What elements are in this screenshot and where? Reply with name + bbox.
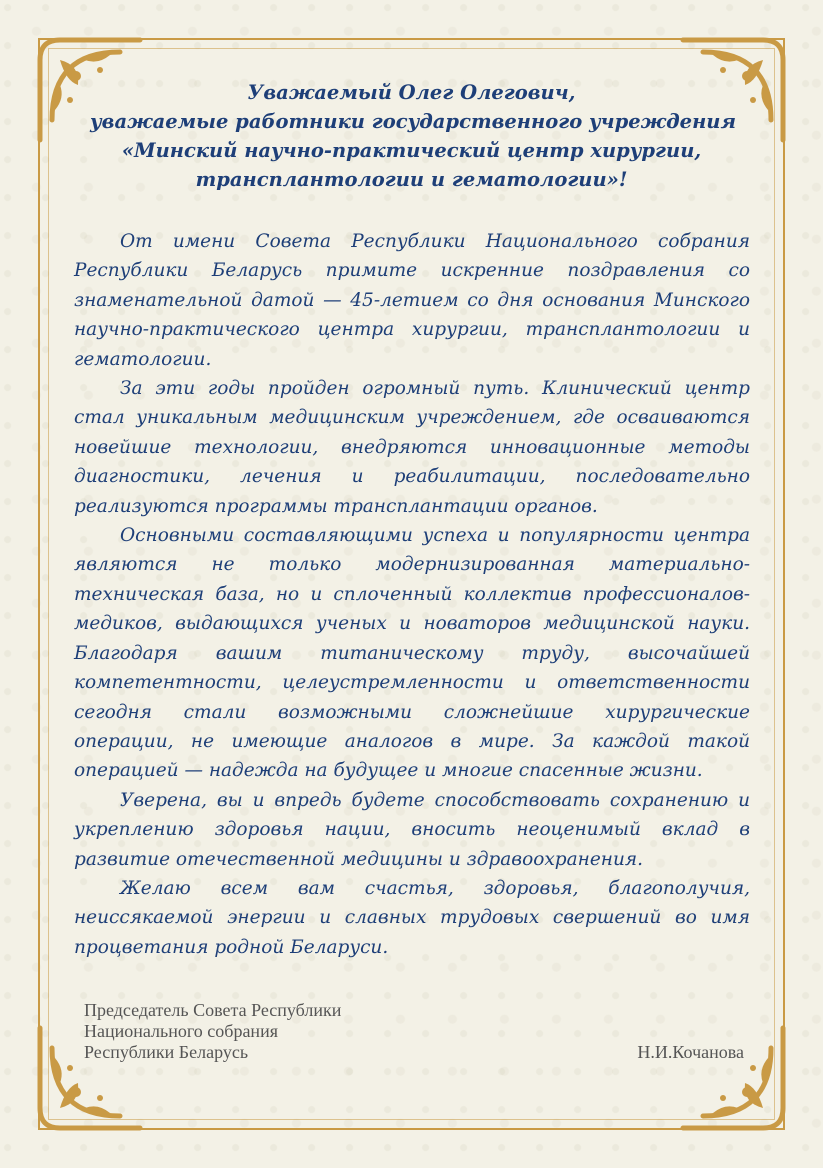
signatory-name: Н.И.Кочанова xyxy=(637,1042,744,1062)
signatory-title-line: Председатель Совета Республики xyxy=(84,1000,342,1020)
paragraph: Желаю всем вам счастья, здоровья, благополучия, неиссякаемой энергии и славных трудовых свершений во имя процветания родной Беларуси. xyxy=(74,877,750,958)
greeting-line: «Минский научно-практический центр хирургии, xyxy=(121,139,702,162)
paragraph: За эти годы пройден огромный путь. Клинический центр стал уникальным медицинским учреждением, где осваиваются новейшие технологии, внедряются инновационные методы диагностики, лечения и реабилитации, последовательно реализуются программы трансплантации органов. xyxy=(74,378,750,517)
signatory-title-line: Республики Беларусь xyxy=(84,1042,249,1062)
paragraph: Основными составляющими успеха и популярности центра являются не только модернизированная материально-техническая база, но и сплоченный коллектив профессионалов-медиков, выдающихся ученых и новаторов медицинской науки. Благодаря вашим титаническому труду, высочайшей компетентности, целеустремленности и ответственности сегодня стали возможными сложнейшие хирургические операции, не имеющие аналогов в мире. За каждой такой операцией — надежда на будущее и многие спасенные жизни. xyxy=(74,525,750,782)
paragraph: Уверена, вы и впредь будете способствовать сохранению и укреплению здоровья нации, вносить неоценимый вклад в развитие отечественной медицины и здравоохранения. xyxy=(74,789,750,870)
greeting-line: Уважаемый Олег Олегович, xyxy=(247,81,576,104)
greeting-heading xyxy=(90,78,736,194)
greeting-line: уважаемые работники государственного учреждения xyxy=(90,110,736,133)
paragraph: От имени Совета Республики Национального собрания Республики Беларусь примите искренние поздравления со знаменательной датой — 45-летием со дня основания Минского научно-практического центра хирургии, трансплантологии и гематологии. xyxy=(74,231,750,370)
signature-block xyxy=(84,1000,744,1063)
greeting-line: трансплантологии и гематологии»! xyxy=(195,168,628,191)
signatory-title-line: Национального собрания xyxy=(84,1021,278,1041)
letter-body xyxy=(74,227,750,962)
